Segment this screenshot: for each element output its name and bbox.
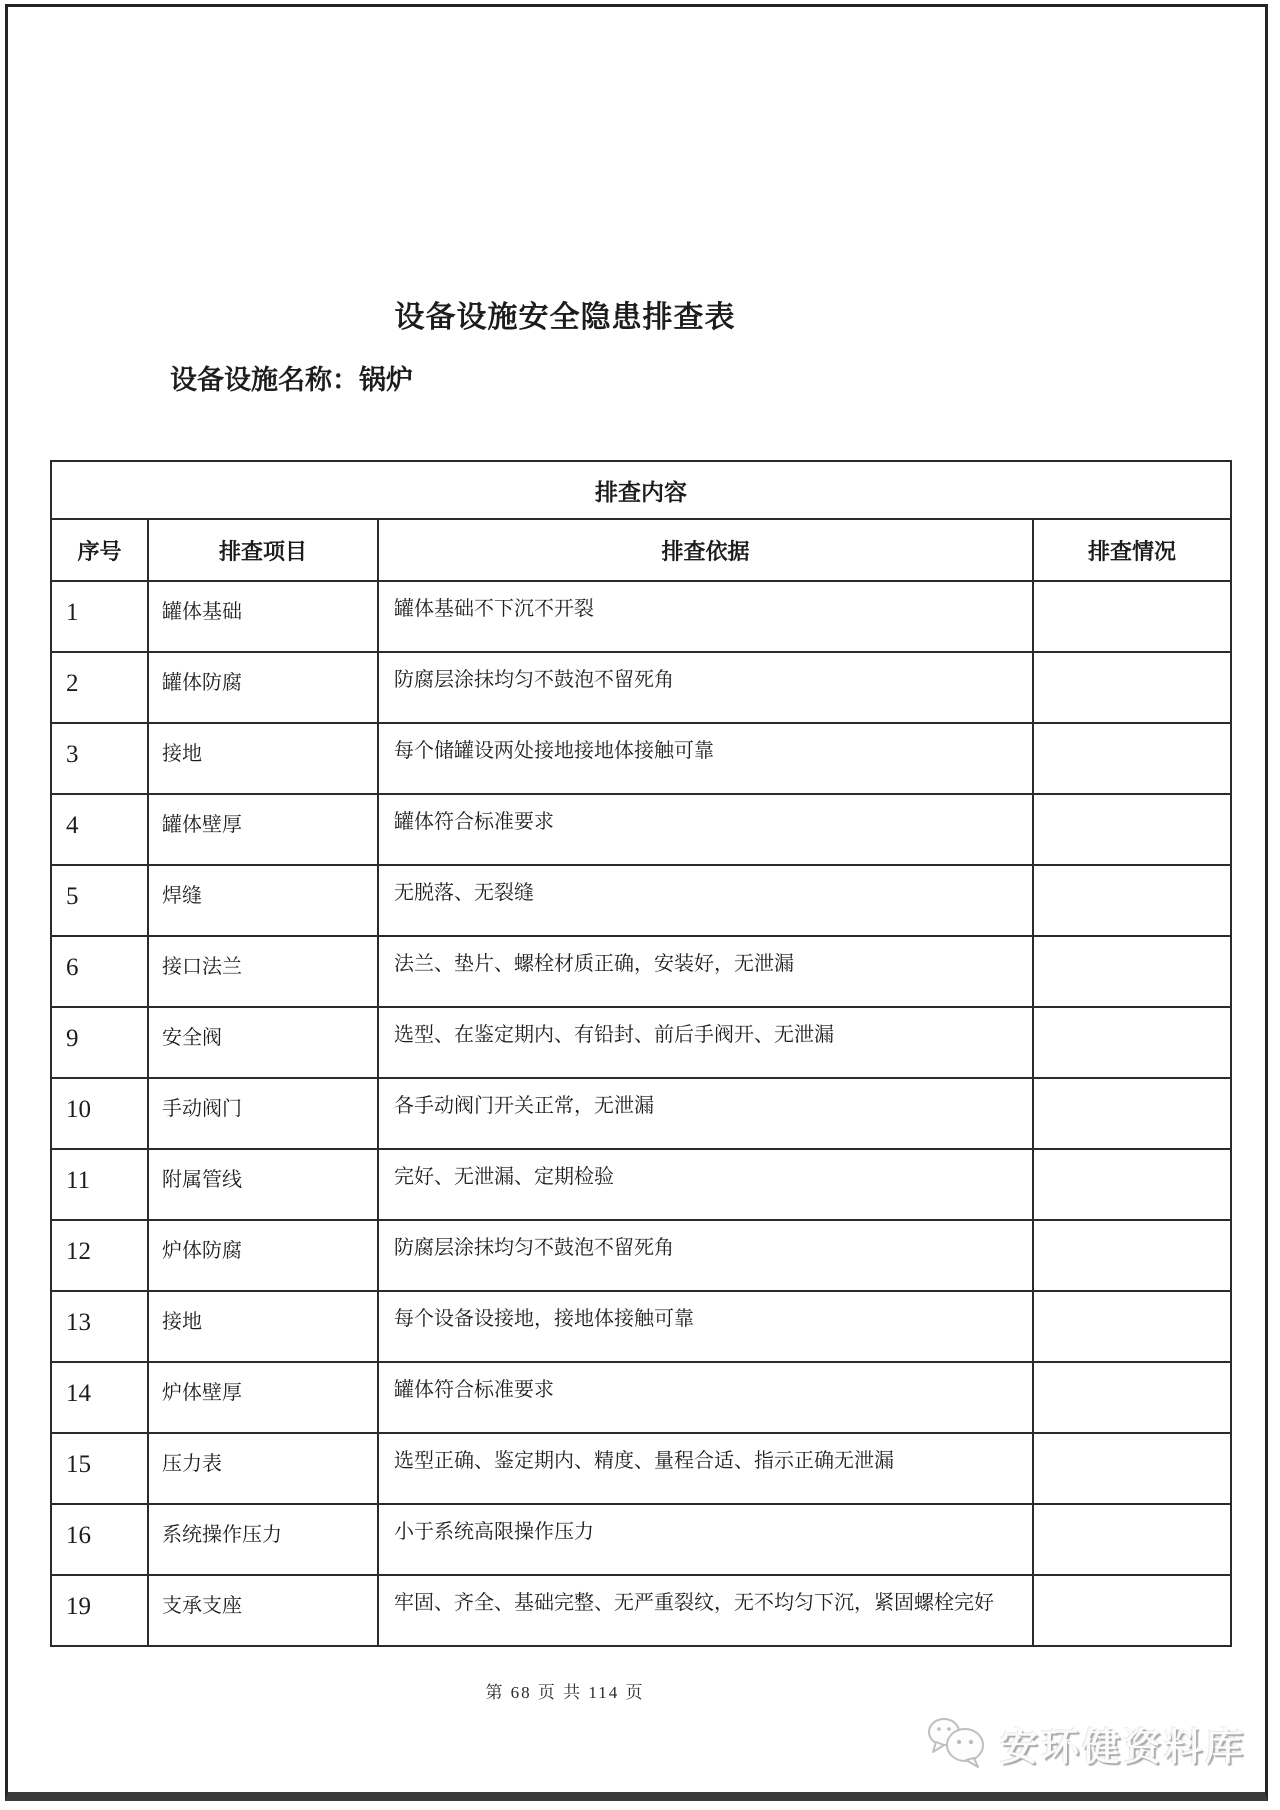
section-header: 排查内容 <box>51 461 1231 519</box>
cell-serial: 6 <box>51 936 148 1007</box>
column-header-basis: 排查依据 <box>378 519 1033 581</box>
cell-basis: 防腐层涂抹均匀不鼓泡不留死角 <box>378 1220 1033 1291</box>
cell-status <box>1033 1291 1231 1362</box>
table-row <box>51 1078 1231 1149</box>
page-number: 第 68 页 共 114 页 <box>485 1683 645 1702</box>
table-row <box>51 865 1231 936</box>
cell-status <box>1033 1433 1231 1504</box>
cell-basis: 完好、无泄漏、定期检验 <box>378 1149 1033 1220</box>
cell-item: 罐体壁厚 <box>148 794 378 865</box>
cell-status <box>1033 1078 1231 1149</box>
table-row <box>51 581 1231 652</box>
cell-basis: 牢固、齐全、基础完整、无严重裂纹，无不均匀下沉，紧固螺栓完好 <box>378 1575 1033 1646</box>
cell-status <box>1033 865 1231 936</box>
cell-item: 罐体防腐 <box>148 652 378 723</box>
cell-item: 罐体基础 <box>148 581 378 652</box>
table-row <box>51 1504 1231 1575</box>
watermark-label: 安环健资料库 <box>999 1727 1246 1769</box>
cell-item: 接地 <box>148 723 378 794</box>
cell-basis: 防腐层涂抹均匀不鼓泡不留死角 <box>378 652 1033 723</box>
column-header-row <box>51 519 1231 581</box>
cell-serial: 13 <box>51 1291 148 1362</box>
cell-status <box>1033 936 1231 1007</box>
cell-serial: 19 <box>51 1575 148 1646</box>
table-row <box>51 1149 1231 1220</box>
cell-basis: 罐体基础不下沉不开裂 <box>378 581 1033 652</box>
cell-basis: 罐体符合标准要求 <box>378 1362 1033 1433</box>
table-row <box>51 652 1231 723</box>
page-title: 设备设施安全隐患排查表 <box>394 301 736 334</box>
chat-bubbles-icon <box>926 1712 990 1775</box>
cell-basis: 小于系统高限操作压力 <box>378 1504 1033 1575</box>
table-row <box>51 723 1231 794</box>
cell-item: 接地 <box>148 1291 378 1362</box>
table-row <box>51 1362 1231 1433</box>
inspection-table <box>50 460 1232 1647</box>
cell-item: 附属管线 <box>148 1149 378 1220</box>
column-header-status: 排查情况 <box>1033 519 1231 581</box>
cell-basis: 无脱落、无裂缝 <box>378 865 1033 936</box>
cell-status <box>1033 1575 1231 1646</box>
cell-item: 压力表 <box>148 1433 378 1504</box>
column-header-serial: 序号 <box>51 519 148 581</box>
cell-serial: 9 <box>51 1007 148 1078</box>
cell-serial: 2 <box>51 652 148 723</box>
cell-status <box>1033 723 1231 794</box>
table-row <box>51 794 1231 865</box>
table-row <box>51 1575 1231 1646</box>
cell-status <box>1033 1149 1231 1220</box>
cell-status <box>1033 1362 1231 1433</box>
cell-serial: 16 <box>51 1504 148 1575</box>
table-row <box>51 1220 1231 1291</box>
cell-basis: 选型、在鉴定期内、有铅封、前后手阀开、无泄漏 <box>378 1007 1033 1078</box>
cell-serial: 11 <box>51 1149 148 1220</box>
cell-status <box>1033 1220 1231 1291</box>
device-name-label: 设备设施名称：锅炉 <box>170 365 413 395</box>
cell-status <box>1033 1504 1231 1575</box>
table-row <box>51 1007 1231 1078</box>
cell-serial: 10 <box>51 1078 148 1149</box>
cell-serial: 14 <box>51 1362 148 1433</box>
table-row <box>51 1433 1231 1504</box>
inspection-table-body <box>51 581 1231 1646</box>
table-row <box>51 1291 1231 1362</box>
cell-status <box>1033 794 1231 865</box>
cell-serial: 4 <box>51 794 148 865</box>
table-row <box>51 936 1231 1007</box>
cell-basis: 每个设备设接地，接地体接触可靠 <box>378 1291 1033 1362</box>
cell-item: 系统操作压力 <box>148 1504 378 1575</box>
cell-basis: 各手动阀门开关正常，无泄漏 <box>378 1078 1033 1149</box>
cell-item: 炉体壁厚 <box>148 1362 378 1433</box>
cell-basis: 法兰、垫片、螺栓材质正确，安装好，无泄漏 <box>378 936 1033 1007</box>
cell-serial: 1 <box>51 581 148 652</box>
section-header-row <box>51 461 1231 519</box>
cell-item: 接口法兰 <box>148 936 378 1007</box>
cell-serial: 5 <box>51 865 148 936</box>
cell-item: 安全阀 <box>148 1007 378 1078</box>
cell-serial: 3 <box>51 723 148 794</box>
cell-status <box>1033 652 1231 723</box>
cell-item: 焊缝 <box>148 865 378 936</box>
cell-serial: 12 <box>51 1220 148 1291</box>
column-header-item: 排查项目 <box>148 519 378 581</box>
cell-basis: 每个储罐设两处接地接地体接触可靠 <box>378 723 1033 794</box>
cell-status <box>1033 1007 1231 1078</box>
cell-item: 炉体防腐 <box>148 1220 378 1291</box>
cell-status <box>1033 581 1231 652</box>
cell-item: 支承支座 <box>148 1575 378 1646</box>
cell-basis: 选型正确、鉴定期内、精度、量程合适、指示正确无泄漏 <box>378 1433 1033 1504</box>
cell-item: 手动阀门 <box>148 1078 378 1149</box>
watermark <box>926 1712 1246 1775</box>
cell-basis: 罐体符合标准要求 <box>378 794 1033 865</box>
cell-serial: 15 <box>51 1433 148 1504</box>
